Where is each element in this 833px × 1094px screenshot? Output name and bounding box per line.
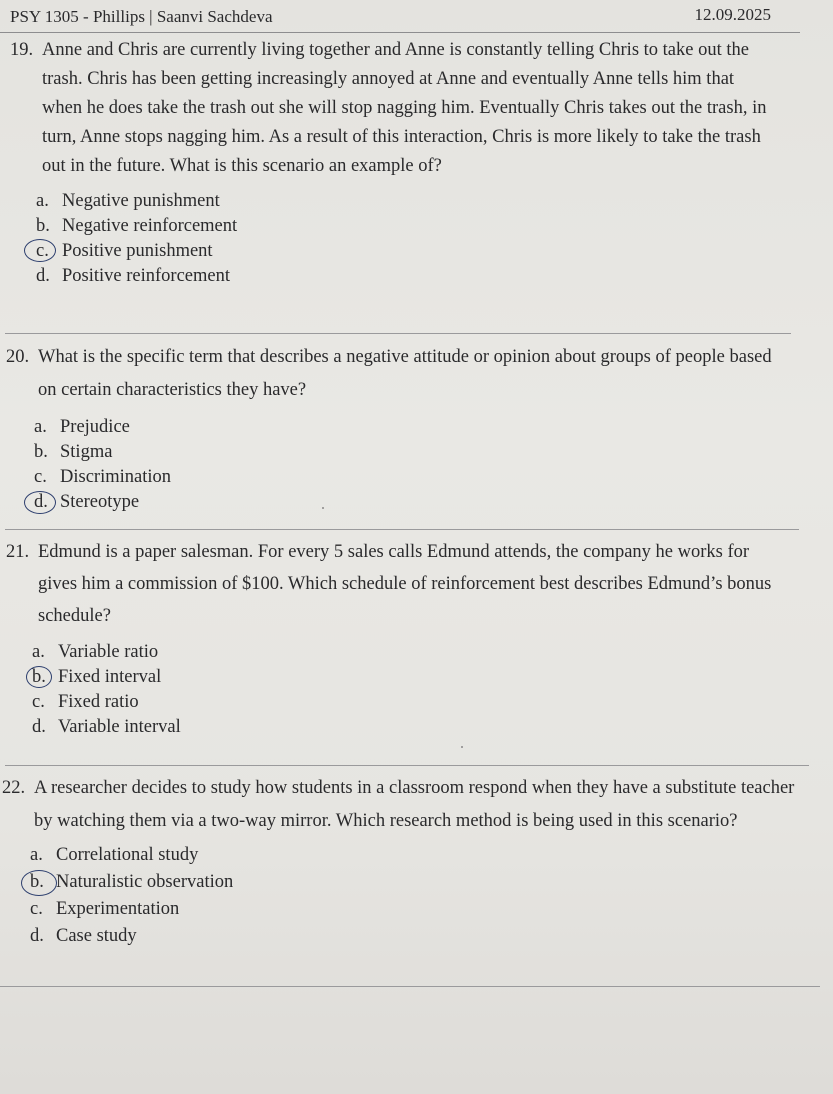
option-text: Stigma xyxy=(60,442,113,462)
option-text: Negative punishment xyxy=(62,191,220,211)
option-b[interactable] xyxy=(32,665,788,690)
question-text xyxy=(6,341,782,407)
question-prompt: What is the specific term that describes a negative attitude or opinion about groups of people based on certain characteristics they have? xyxy=(38,347,772,400)
answer-circle-mark xyxy=(21,870,57,896)
option-b[interactable] xyxy=(34,440,782,465)
answer-options xyxy=(6,415,782,515)
option-text: Naturalistic observation xyxy=(56,872,234,892)
option-letter: c. xyxy=(36,239,62,264)
option-text: Case study xyxy=(56,926,137,946)
question-divider xyxy=(5,529,799,530)
question-prompt: Anne and Chris are currently living together and Anne is constantly telling Chris to take out the trash. Chris has been getting increasingly annoyed at Anne and eventually Anne tells him that when he does take the trash out she will stop nagging him. Eventually Chris takes out the trash, in turn, Anne stops nagging him. As a result of this interaction, Chris is more likely to take the trash out in the future. What is this scenario an example of? xyxy=(42,40,767,176)
question-number: 19. xyxy=(10,40,34,60)
option-letter: b. xyxy=(34,442,48,462)
question-prompt: A researcher decides to study how students in a classroom respond when they have a substitute teacher by watching them via a two-way mirror. Which research method is being used in this scenario? xyxy=(34,778,795,831)
option-text: Variable interval xyxy=(58,717,181,737)
question-number: 22. xyxy=(2,778,26,798)
option-c[interactable] xyxy=(36,239,778,264)
option-letter: d. xyxy=(30,926,44,946)
option-letter: b. xyxy=(36,216,50,236)
option-letter: a. xyxy=(32,642,45,662)
question-text xyxy=(10,36,778,181)
option-letter: c. xyxy=(34,467,47,487)
option-letter: a. xyxy=(34,417,47,437)
option-text: Fixed ratio xyxy=(58,692,139,712)
option-text: Stereotype xyxy=(60,492,140,512)
question-text xyxy=(2,772,802,838)
answer-circle-mark xyxy=(26,666,52,688)
option-a[interactable] xyxy=(36,189,778,214)
option-text: Variable ratio xyxy=(58,642,159,662)
option-d[interactable] xyxy=(34,490,782,515)
header-divider xyxy=(0,32,800,33)
option-d[interactable] xyxy=(36,264,778,289)
option-a[interactable] xyxy=(30,842,802,869)
option-c[interactable] xyxy=(30,896,802,923)
question-number: 21. xyxy=(6,542,30,562)
option-letter: d. xyxy=(36,266,50,286)
question-prompt: Edmund is a paper salesman. For every 5 sales calls Edmund attends, the company he works for gives him a commission of $100. Which schedule of reinforcement best describes Edmund’s bonus schedule? xyxy=(38,542,772,626)
option-a[interactable] xyxy=(32,640,788,665)
option-letter: b. xyxy=(32,665,58,690)
option-text: Fixed interval xyxy=(58,667,162,687)
option-a[interactable] xyxy=(34,415,782,440)
option-letter: d. xyxy=(34,490,60,515)
option-text: Positive reinforcement xyxy=(62,266,230,286)
option-letter: b. xyxy=(30,869,56,896)
option-text: Negative reinforcement xyxy=(62,216,238,236)
question-20 xyxy=(6,341,782,515)
option-b[interactable] xyxy=(30,869,802,896)
question-divider xyxy=(5,333,791,334)
question-19 xyxy=(10,36,778,289)
option-d[interactable] xyxy=(32,715,788,740)
answer-options xyxy=(2,842,802,950)
option-c[interactable] xyxy=(34,465,782,490)
option-text: Prejudice xyxy=(60,417,130,437)
option-text: Discrimination xyxy=(60,467,171,487)
answer-options xyxy=(10,189,778,289)
answer-circle-mark xyxy=(24,491,56,514)
question-text xyxy=(6,536,788,632)
pencil-dot xyxy=(461,746,463,748)
option-letter: c. xyxy=(32,692,45,712)
option-text: Positive punishment xyxy=(62,241,213,261)
question-divider xyxy=(0,986,820,987)
option-text: Experimentation xyxy=(56,899,180,919)
answer-circle-mark xyxy=(24,239,56,262)
option-text: Correlational study xyxy=(56,845,199,865)
pencil-dot xyxy=(322,507,324,509)
option-letter: c. xyxy=(30,899,43,919)
option-d[interactable] xyxy=(30,923,802,950)
course-title: PSY 1305 - Phillips | Saanvi Sachdeva xyxy=(10,7,273,26)
option-letter: d. xyxy=(32,717,46,737)
question-22 xyxy=(2,772,802,950)
page-header xyxy=(0,0,833,34)
option-letter: a. xyxy=(30,845,43,865)
answer-options xyxy=(6,640,788,740)
option-c[interactable] xyxy=(32,690,788,715)
exam-date: 12.09.2025 xyxy=(694,5,771,24)
option-letter: a. xyxy=(36,191,49,211)
question-number: 20. xyxy=(6,347,30,367)
question-21 xyxy=(6,536,788,740)
question-divider xyxy=(5,765,809,766)
option-b[interactable] xyxy=(36,214,778,239)
